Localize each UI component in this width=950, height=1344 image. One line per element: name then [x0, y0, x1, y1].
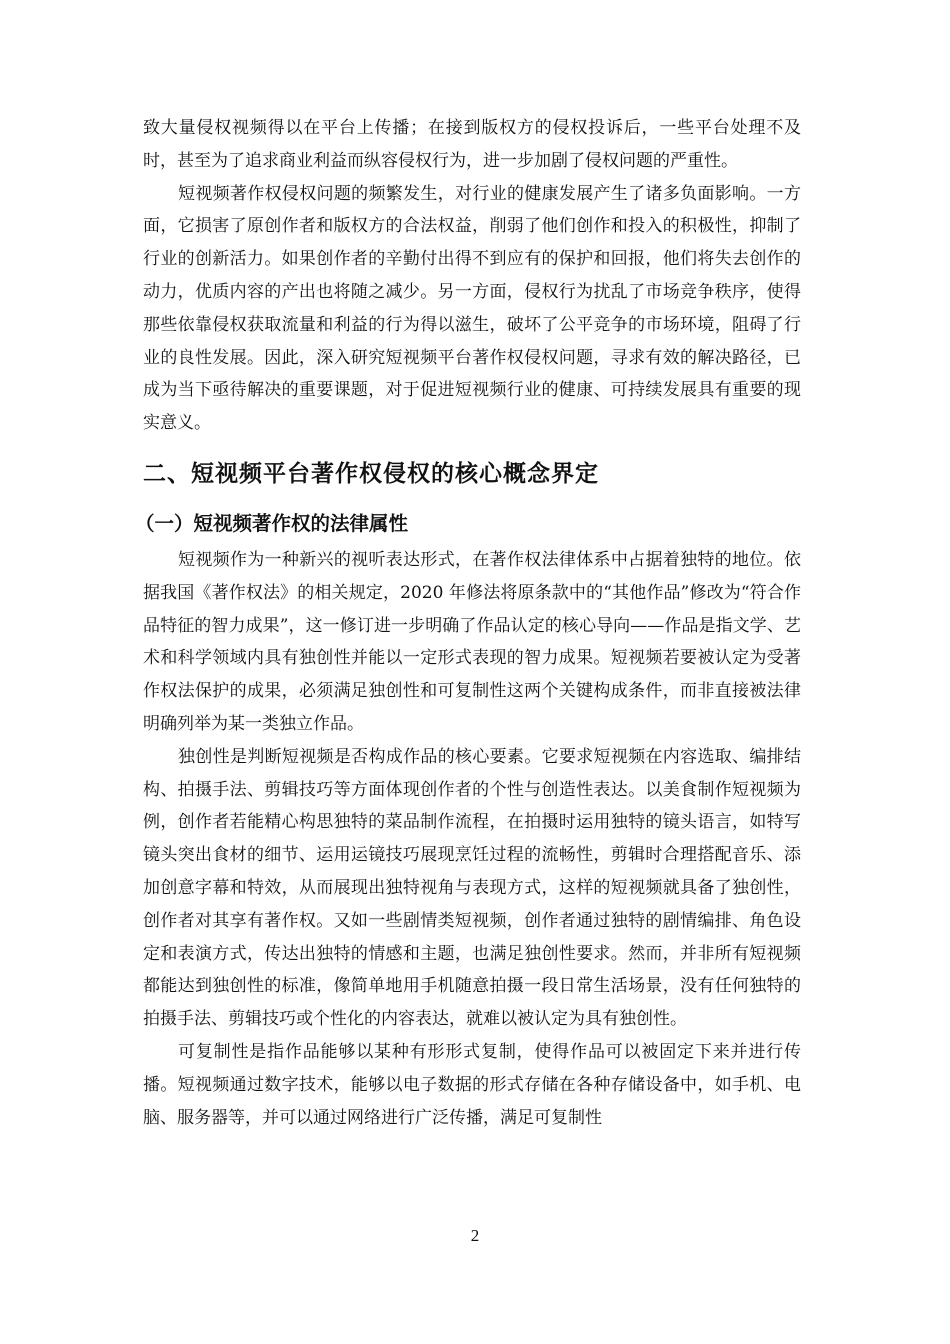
paragraph-continued: 致大量侵权视频得以在平台上传播；在接到版权方的侵权投诉后，一些平台处理不及时，甚至为了追求商业利益而纵容侵权行为，进一步加剧了侵权问题的严重性。 [143, 118, 801, 171]
page-content [135, 112, 801, 1134]
subsection-heading: （一）短视频著作权的法律属性 [135, 511, 409, 535]
paragraph-originality: 独创性是判断短视频是否构成作品的核心要素。它要求短视频在内容选取、编排结构、拍摄手法、剪辑技巧等方面体现创作者的个性与创造性表达。以美食制作短视频为例，创作者若能精心构思独特的菜品制作流程，在拍摄时运用独特的镜头语言，如特写镜头突出食材的细节、运用运镜技巧展现烹饪过程的流畅性，剪辑时合理搭配音乐、添加创意字幕和特效，从而展现出独特视角与表现方式，这样的短视频就具备了独创性，创作者对其享有著作权。又如一些剧情类短视频，创作者通过独特的剧情编排、角色设定和表演方式，传达出独特的情感和主题，也满足独创性要求。然而，并非所有短视频都能达到独创性的标准，像简单地用手机随意拍摄一段日常生活场景，没有任何独特的拍摄手法、剪辑技巧或个性化的内容表达，就难以被认定为具有独创性。 [143, 746, 801, 1030]
paragraph-reproducibility: 可复制性是指作品能够以某种有形形式复制，使得作品可以被固定下来并进行传播。短视频通过数字技术，能够以电子数据的形式存储在各种存储设备中，如手机、电脑、服务器等，并可以通过网络进行广泛传播，满足可复制性 [143, 1041, 801, 1128]
page-number: 2 [470, 1226, 480, 1245]
paragraph-impact: 短视频著作权侵权问题的频繁发生，对行业的健康发展产生了诸多负面影响。一方面，它损害了原创作者和版权方的合法权益，削弱了他们创作和投入的积极性，抑制了行业的创新活力。如果创作者的辛勤付出得不到应有的保护和回报，他们将失去创作的动力，优质内容的产出也将随之减少。另一方面，侵权行为扰乱了市场竞争秩序，使得那些依靠侵权获取流量和利益的行为得以滋生，破坏了公平竞争的市场环境，阻碍了行业的良性发展。因此，深入研究短视频平台著作权侵权问题，寻求有效的解决路径，已成为当下亟待解决的重要课题，对于促进短视频行业的健康、可持续发展具有重要的现实意义。 [143, 183, 801, 434]
section-heading: 二、短视频平台著作权侵权的核心概念界定 [143, 460, 599, 487]
paragraph-legal-attributes: 短视频作为一种新兴的视听表达形式，在著作权法律体系中占据着独特的地位。依据我国《著作权法》的相关规定，2020 年修法将原条款中的“其他作品”修改为“符合作品特征的智力成果”，这一修订进一步明确了作品认定的核心导向——作品是指文学、艺术和科学领域内具有独创性并能以一定形式表现的智力成果。短视频若要被认定为受著作权法保护的成果，必须满足独创性和可复制性这两个关键构成条件，而非直接被法律明确列举为某一类独立作品。 [143, 549, 801, 734]
